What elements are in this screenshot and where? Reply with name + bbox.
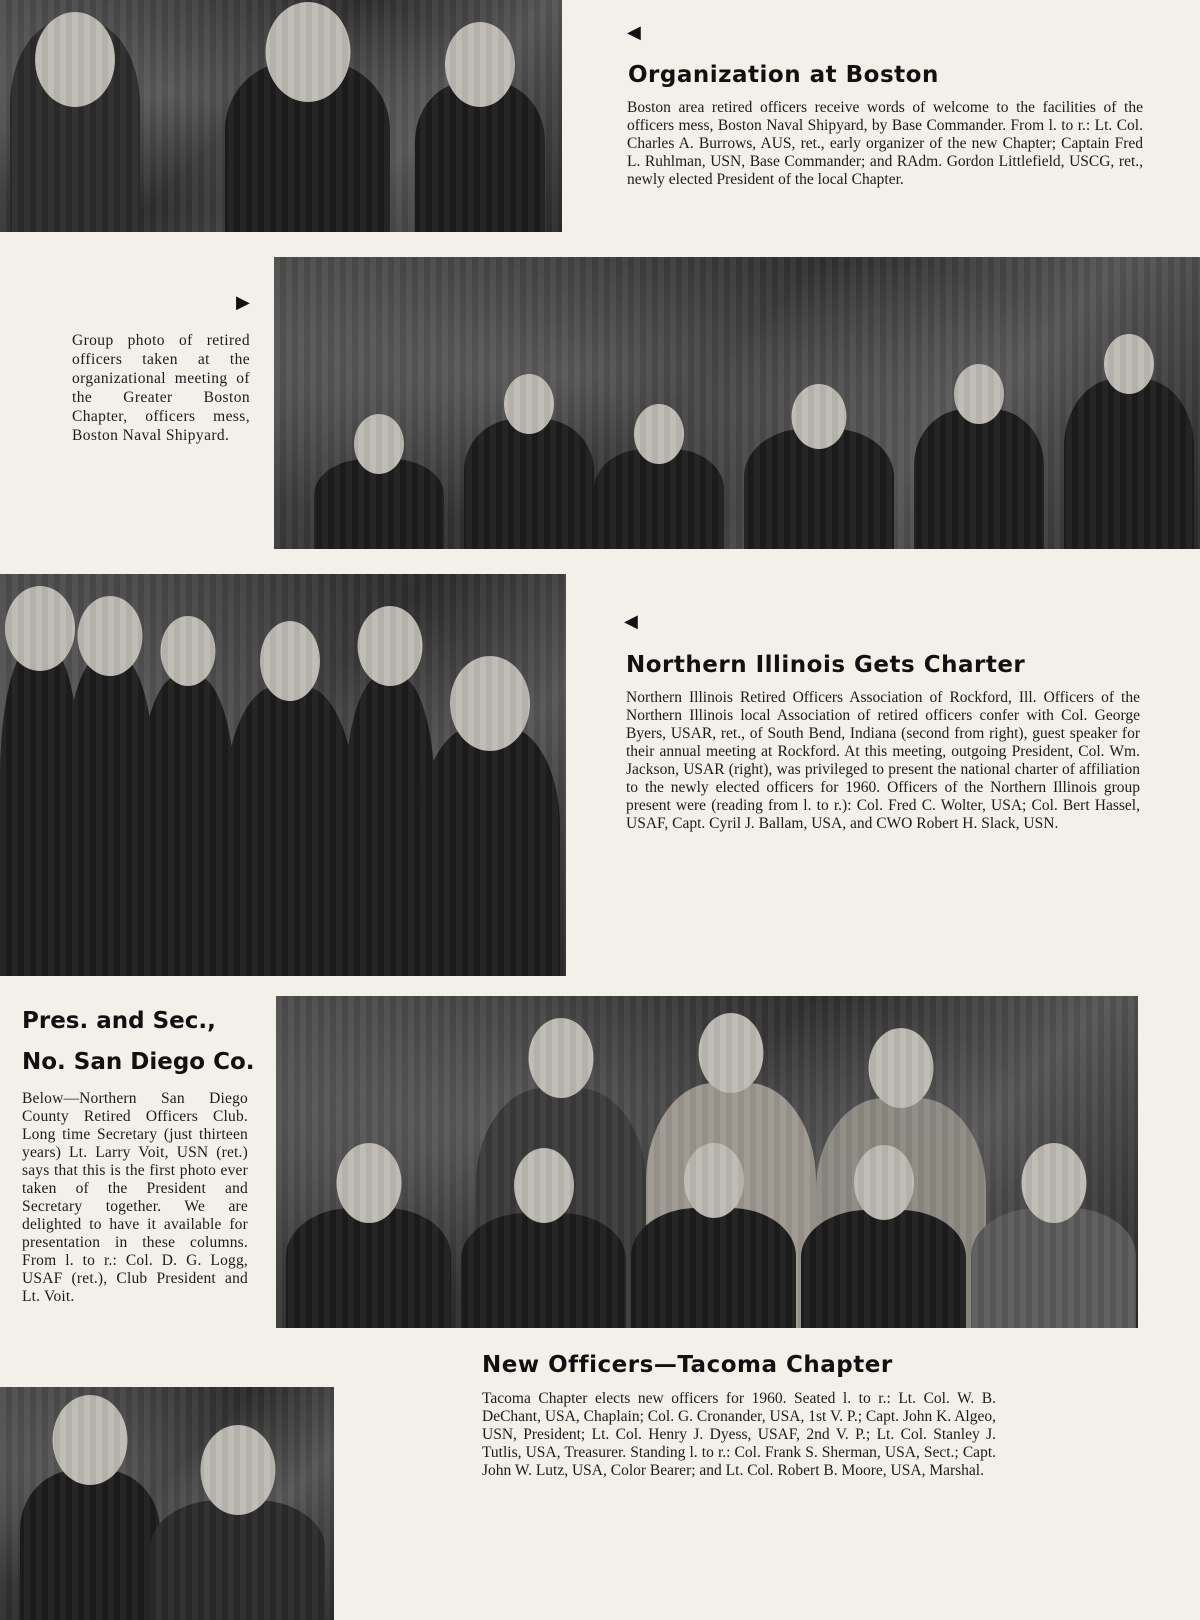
san-diego-title-line2: No. San Diego Co. [22,1049,255,1075]
tacoma-title: New Officers—Tacoma Chapter [482,1352,893,1378]
arrow-left-icon: ◀ [624,611,638,632]
boston-welcome-photo [0,0,562,232]
boston-title: Organization at Boston [628,62,939,88]
san-diego-title-line1: Pres. and Sec., [22,1008,216,1034]
san-diego-body: Below—Northern San Diego County Retired Officers Club. Long time Secretary (just thirteen years) Lt. Larry Voit, USN (ret.) says that this is the first photo ever taken of the President and Secretary together. We are delighted to have it available for presentation in these columns. From l. to r.: Col. D. G. Logg, USAF (ret.), Club President and Lt. Voit. [22,1090,248,1305]
illinois-photo [0,574,566,976]
tacoma-photo [276,996,1138,1328]
arrow-right-icon: ▶ [236,292,250,313]
illinois-title: Northern Illinois Gets Charter [626,652,1026,678]
arrow-left-icon: ◀ [627,22,641,43]
san-diego-photo [0,1387,334,1620]
group-photo-caption: Group photo of retired officers taken at the organizational meeting of the Greater Boston Chapter, officers mess, Boston Naval Shipyard. [72,332,250,444]
group-photo [274,257,1200,549]
boston-body: Boston area retired officers receive words of welcome to the facilities of the officers mess, Boston Naval Shipyard, by Base Commander. From l. to r.: Lt. Col. Charles A. Burrows, AUS, ret., early organizer of the new Chapter; Captain Fred L. Ruhlman, USN, Base Commander; and RAdm. Gordon Littlefield, USCG, ret., newly elected President of the local Chapter. [627,99,1143,188]
tacoma-body: Tacoma Chapter elects new officers for 1960. Seated l. to r.: Lt. Col. W. B. DeChant, USA, Chaplain; Col. G. Cronander, USA, 1st V. P.; Capt. John K. Algeo, USN, President; Lt. Col. Henry J. Dyess, USAF, 2nd V. P.; Lt. Col. Stanley J. Tutlis, USA, Treasurer. Standing l. to r.: Col. Frank S. Sherman, USA, Sect.; Capt. John W. Lutz, USA, Color Bearer; and Lt. Col. Robert B. Moore, USA, Marshal. [482,1390,996,1479]
illinois-body: Northern Illinois Retired Officers Association of Rockford, Ill. Officers of the Northern Illinois local Association of retired officers confer with Col. George Byers, USAR, ret., of South Bend, Indiana (second from right), guest speaker for their annual meeting at Rockford. At this meeting, outgoing President, Col. Wm. Jackson, USAR (right), was privileged to present the national charter of affiliation to the newly elected officers for 1960. Officers of the Northern Illinois group present were (reading from l. to r.): Col. Fred C. Wolter, USA; Col. Bert Hassel, USAF, Capt. Cyril J. Ballam, USA, and CWO Robert H. Slack, USN. [626,689,1140,832]
